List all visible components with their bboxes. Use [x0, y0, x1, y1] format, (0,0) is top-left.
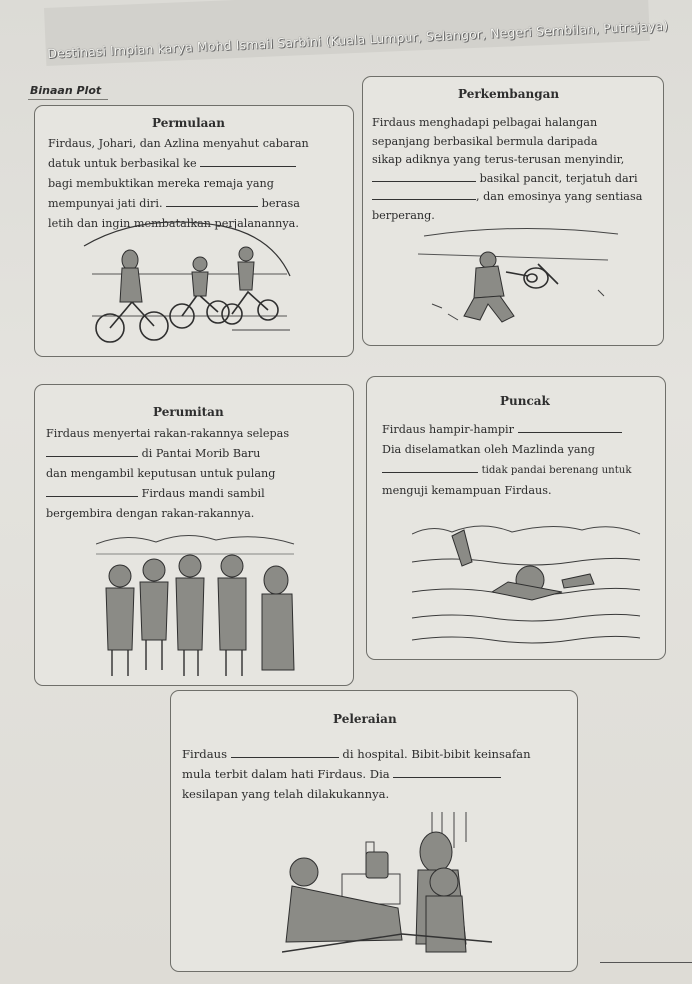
perumitan-line-2: [46, 444, 346, 464]
answer-blank[interactable]: [46, 445, 138, 457]
perkembangan-line-1: Firdaus menghadapi pelbagai halangan: [372, 116, 598, 129]
drowning-illustration: [412, 522, 642, 650]
cyclists-illustration: [82, 216, 292, 350]
puncak-line-2: Dia diselamatkan oleh Mazlinda yang: [382, 443, 595, 456]
panel-title-perumitan: Perumitan: [153, 405, 224, 419]
answer-blank[interactable]: [382, 461, 478, 473]
puncak-line-1: [382, 420, 658, 440]
peleraian-line-3: kesilapan yang telah dilakukannya.: [182, 787, 390, 801]
peleraian-line-2: [182, 764, 566, 784]
puncak-line-3: [382, 460, 658, 481]
permulaan-line-4a: mempunyai jati diri.: [48, 197, 163, 210]
puncak-text: [382, 420, 658, 501]
peleraian-line-1a: Firdaus: [182, 747, 228, 761]
perkembangan-line-4-text: basikal pancit, terjatuh dari: [479, 171, 638, 185]
panel-title-permulaan: Permulaan: [152, 116, 225, 130]
answer-blank[interactable]: [372, 188, 476, 200]
permulaan-line-5: letih dan ingin membatalkan perjalanannya.: [48, 217, 299, 230]
permulaan-line-4b: berasa: [261, 197, 300, 210]
perumitan-line-3: dan mengambil keputusan untuk pulang: [46, 467, 276, 480]
perumitan-line-4-text: Firdaus mandi sambil: [141, 487, 265, 500]
permulaan-line-2-text: datuk untuk berbasikal ke: [48, 157, 197, 170]
banner-title: Destinasi Impian karya Mohd Ismail Sarbini (Kuala Lumpur, Selangor, Negeri Sembilan, Putrajaya): [47, 17, 669, 61]
hospital-illustration: [282, 812, 510, 966]
fallen-cyclist-illustration: [418, 224, 624, 334]
perumitan-line-1: Firdaus menyertai rakan-rakannya selepas: [46, 427, 290, 440]
permulaan-line-3: bagi membuktikan mereka remaja yang: [48, 177, 274, 190]
page-corner-line: [600, 962, 692, 963]
perkembangan-line-6: berperang.: [372, 208, 435, 222]
peleraian-text: [182, 744, 566, 804]
answer-blank[interactable]: [200, 155, 296, 167]
answer-blank[interactable]: [166, 195, 258, 207]
puncak-line-4: menguji kemampuan Firdaus.: [382, 484, 552, 497]
perumitan-line-5: bergembira dengan rakan-rakannya.: [46, 507, 255, 520]
answer-blank[interactable]: [231, 746, 339, 758]
perkembangan-text: [372, 114, 654, 225]
perkembangan-line-5-text: , dan emosinya yang sentiasa: [476, 190, 643, 203]
perkembangan-line-4: [372, 170, 654, 189]
friends-at-beach-illustration: [96, 530, 296, 678]
perkembangan-line-2: sepanjang berbasikal bermula daripada: [372, 134, 598, 148]
answer-blank[interactable]: [46, 485, 138, 497]
puncak-line-1-text: Firdaus hampir-hampir: [382, 423, 514, 436]
puncak-line-3-text: tidak pandai berenang untuk: [481, 465, 632, 476]
peleraian-line-1: [182, 744, 566, 764]
perumitan-line-4: [46, 484, 346, 504]
panel-title-perkembangan: Perkembangan: [458, 87, 560, 101]
perkembangan-line-3: sikap adiknya yang terus-terusan menyindir,: [372, 153, 625, 166]
panel-title-puncak: Puncak: [500, 394, 550, 408]
answer-blank[interactable]: [518, 421, 622, 433]
permulaan-line-1: Firdaus, Johari, dan Azlina menyahut cabaran: [48, 137, 309, 150]
peleraian-line-1b: di hospital. Bibit-bibit keinsafan: [342, 747, 531, 761]
peleraian-line-2-text: mula terbit dalam hati Firdaus. Dia: [182, 767, 390, 781]
section-subtitle: Binaan Plot: [30, 84, 102, 97]
answer-blank[interactable]: [393, 766, 501, 778]
permulaan-line-4: [48, 194, 344, 214]
perkembangan-line-5: [372, 188, 654, 207]
divider-line: [28, 99, 108, 100]
perumitan-text: [46, 424, 346, 524]
perumitan-line-2-text: di Pantai Morib Baru: [141, 447, 261, 460]
panel-title-peleraian: Peleraian: [333, 712, 397, 726]
answer-blank[interactable]: [372, 170, 476, 182]
permulaan-line-2: [48, 154, 344, 174]
